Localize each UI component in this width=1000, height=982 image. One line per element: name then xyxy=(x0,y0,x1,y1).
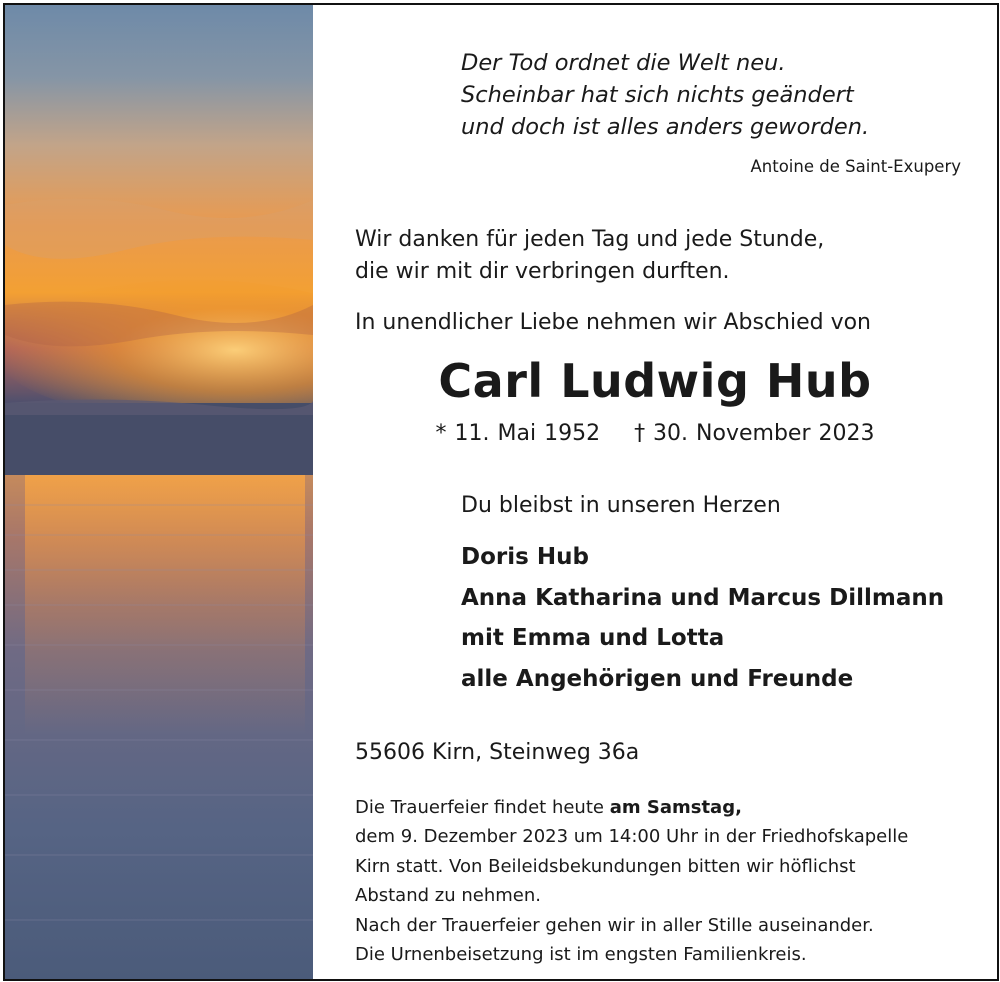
service-line: Kirn statt. Von Beileidsbekundungen bitten wir höflichst xyxy=(355,855,856,877)
service-line: Nach der Trauerfeier gehen wir in aller Stille auseinander. xyxy=(355,914,874,936)
mourner: Doris Hub xyxy=(461,544,589,570)
birth-date: * 11. Mai 1952 xyxy=(435,421,601,446)
death-date: † 30. November 2023 xyxy=(634,421,875,446)
farewell-text: In unendlicher Liebe nehmen wir Abschied von xyxy=(355,310,872,335)
sunset-sea-photo xyxy=(5,5,313,979)
service-line: Abstand zu nehmen. xyxy=(355,885,541,907)
thanks-line: die wir mit dir verbringen durften. xyxy=(355,259,730,284)
service-line xyxy=(355,793,908,822)
notice-text-area xyxy=(313,5,997,979)
quote-author: Antoine de Saint-Exupery xyxy=(750,157,961,176)
service-line: Die Urnenbeisetzung ist im engsten Familienkreis. xyxy=(355,944,807,966)
mourner: alle Angehörigen und Freunde xyxy=(461,665,854,692)
mourners-list xyxy=(461,537,944,699)
mourner: Anna Katharina und Marcus Dillmann xyxy=(461,584,945,611)
life-dates xyxy=(313,421,997,446)
service-line-prefix: Die Trauerfeier findet heute xyxy=(355,797,610,818)
hearts-text: Du bleibst in unseren Herzen xyxy=(461,493,781,518)
address: 55606 Kirn, Steinweg 36a xyxy=(355,740,640,765)
service-day: am Samstag, xyxy=(609,797,742,818)
thanks-text xyxy=(355,224,824,288)
quote xyxy=(461,47,869,143)
service-line: dem 9. Dezember 2023 um 14:00 Uhr in der Friedhofskapelle xyxy=(355,826,909,848)
funeral-service-info xyxy=(355,793,908,969)
quote-line: Scheinbar hat sich nichts geändert xyxy=(461,82,854,108)
thanks-line: Wir danken für jeden Tag und jede Stunde, xyxy=(355,227,825,252)
obituary-notice xyxy=(3,3,999,981)
deceased-name: Carl Ludwig Hub xyxy=(438,354,872,408)
quote-line: und doch ist alles anders geworden. xyxy=(461,114,870,140)
quote-line: Der Tod ordnet die Welt neu. xyxy=(461,50,786,76)
mourner: mit Emma und Lotta xyxy=(461,625,725,651)
